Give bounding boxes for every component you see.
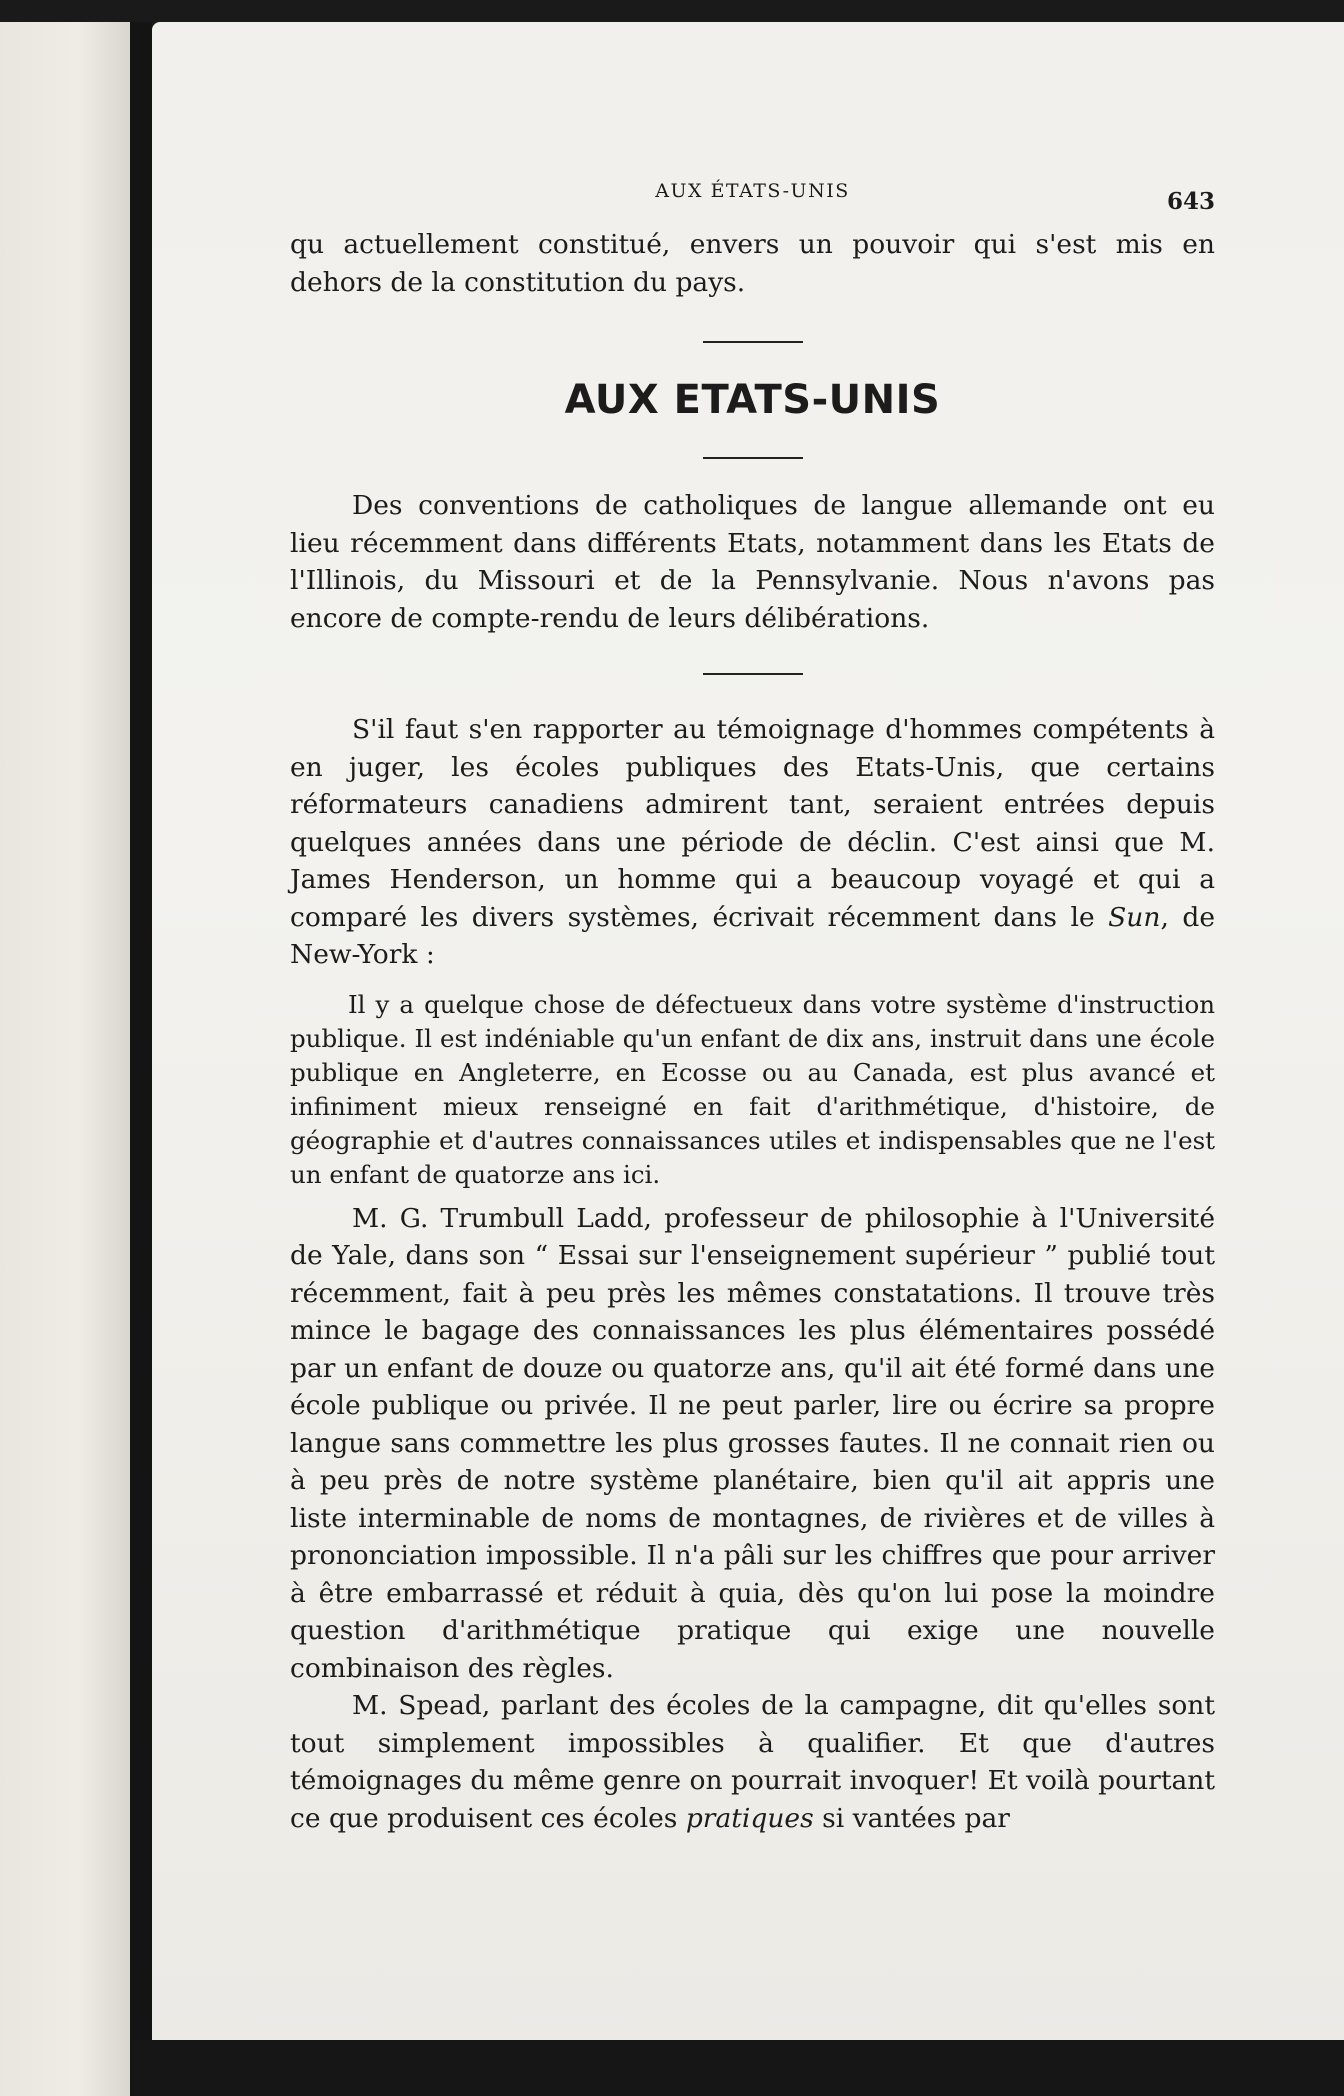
article-paragraph-1 — [290, 711, 1215, 974]
scan-border-bottom — [130, 2040, 1344, 2096]
article-paragraph-3-text: M. Spead, parlant des écoles de la campagne, dit qu'elles sont tout simplement impossibles à qualifier. Et que d'autres témoignages du même genre on pourrait invoquer! Et voilà pourtant ce que produisent ces écoles — [290, 1690, 1215, 1834]
article-paragraph-2: M. G. Trumbull Ladd, professeur de philosophie à l'Université de Yale, dans son “ Essai sur l'enseignement supérieur ” publié tout récemment, fait à peu près les mêmes constatations. Il trouve très mince le bagage des connaissances les plus élémentaires possédé par un enfant de douze ou quatorze ans, qu'il ait été formé dans une école publique ou privée. Il ne peut parler, lire ou écrire sa propre langue sans commettre les plus grosses fautes. Il ne connait rien ou à peu près de notre système planétaire, bien qu'il ait appris une liste interminable de noms de montagnes, de rivières et de villes à prononciation impossible. Il n'a pâli sur les chiffres que pour arriver à être embarrassé et réduit à quia, dès qu'on lui pose la moindre question d'arithmétique pratique qui exige une nouvelle combinaison des règles. — [290, 1202, 1215, 1684]
section-rule-under-heading — [703, 457, 803, 459]
page-number: 643 — [1166, 188, 1215, 215]
intro-paragraph: Des conventions de catholiques de langue allemande ont eu lieu récemment dans différents Etats, notamment dans les Etats de l'Illinois, du Missouri et de la Pennsylvanie. Nous n'avons pas encore de compte-rendu de leurs délibérations. — [290, 490, 1215, 634]
scan-border-top — [0, 0, 1344, 22]
opening-paragraph: qu actuellement constitué, envers un pouvoir qui s'est mis en dehors de la constitution du pays. — [290, 229, 1215, 298]
article-paragraph-1-text: S'il faut s'en rapporter au témoignage d'hommes compétents à en juger, les écoles publiques des Etats-Unis, que certains réformateurs canadiens admirent tant, seraient entrées depuis quelques années dans une période de déclin. C'est ainsi que M. James Henderson, un homme qui a beaucoup voyagé et qui a comparé les divers systèmes, écrivait récemment dans le — [290, 714, 1215, 933]
running-head-title: AUX ÉTATS-UNIS — [655, 180, 850, 202]
running-head — [290, 170, 1215, 220]
section-heading: AUX ETATS-UNIS — [564, 377, 941, 423]
newspaper-title: Sun — [1108, 901, 1161, 933]
facing-page-edge — [0, 0, 130, 2096]
article-paragraph-1-end: , de New-York : — [290, 901, 1216, 970]
emphasized-word: pratiques — [685, 1802, 814, 1834]
article-paragraph-3 — [290, 1687, 1215, 1837]
henderson-quotation: Il y a quelque chose de défectueux dans votre système d'instruction publique. Il est indéniable qu'un enfant de dix ans, instruit dans une école publique en Angleterre, en Ecosse ou au Canada, est plus avancé et infiniment mieux renseigné en fait d'arithmétique, d'histoire, de géographie et d'autres connaissances utiles et indispensables que ne l'est un enfant de quatorze ans ici. — [290, 989, 1215, 1189]
article-paragraph-3-end: si vantées par — [813, 1802, 1010, 1834]
section-rule-middle — [703, 673, 803, 675]
book-binding-shadow — [130, 0, 152, 2096]
page-text-block — [290, 170, 1215, 1837]
section-rule-top — [703, 341, 803, 343]
